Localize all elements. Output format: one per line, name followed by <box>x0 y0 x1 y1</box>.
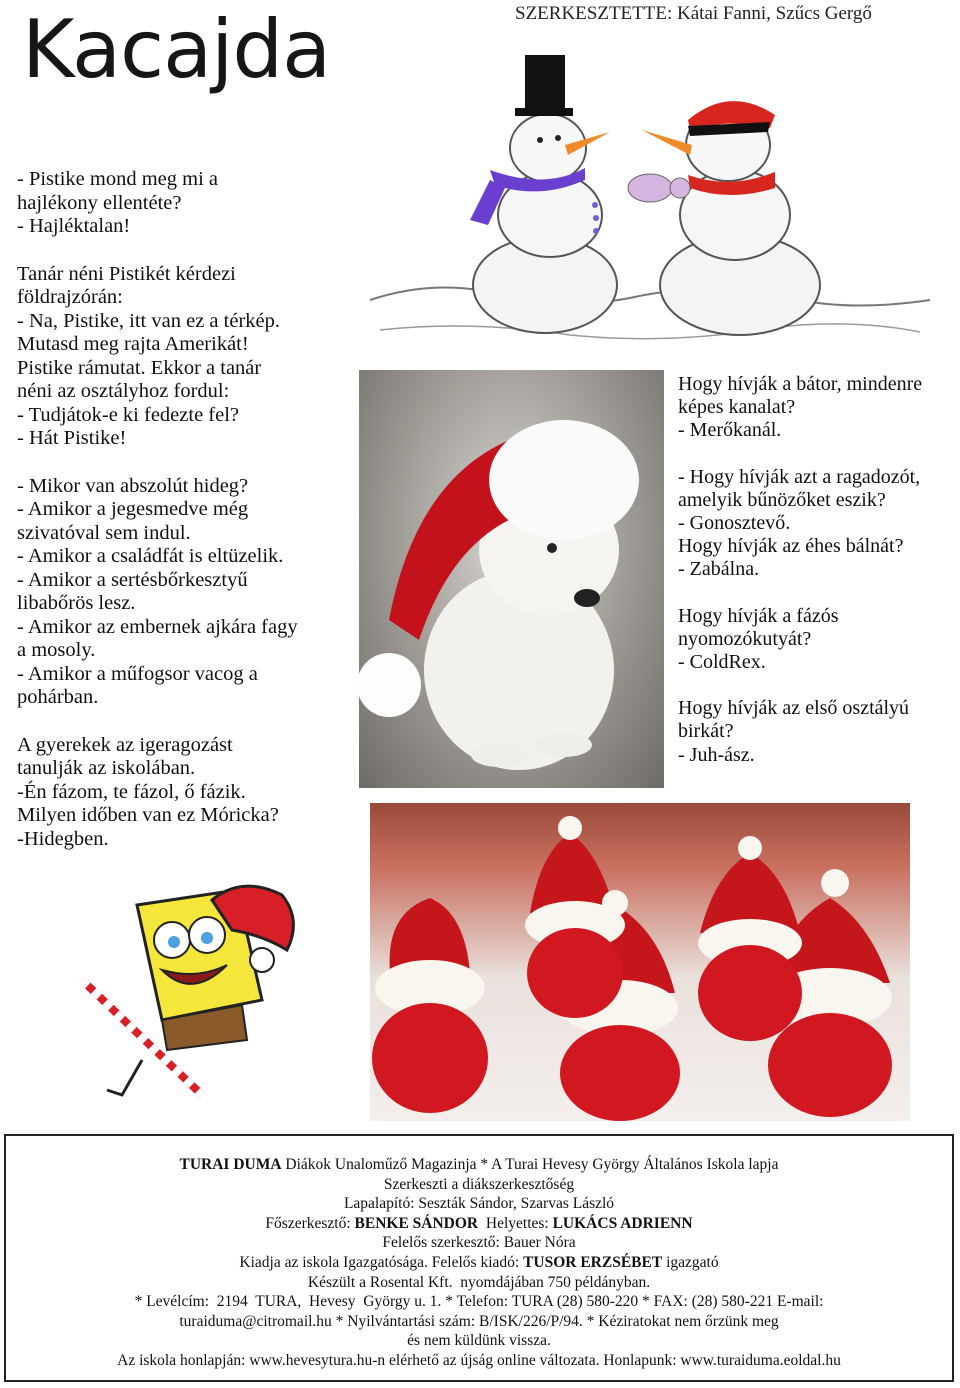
strawberry-santas-photo <box>370 803 910 1121</box>
joke-hajlektalan: - Pistike mond meg mi a hajlékony ellentéte? - Hajléktalan! <box>17 168 218 237</box>
spongebob-illustration <box>62 880 302 1110</box>
joke-juhasz: Hogy hívják az első osztályú birkát? - Juh-ász. <box>678 697 910 766</box>
page-title: Kacajda <box>22 3 331 96</box>
joke-amerika: Tanár néni Pistikét kérdezi földrajzórán: - Na, Pistike, itt van ez a térkép. Mutasd meg rajta Amerikát! Pistike rámutat. Ekkor a tanár néni az osztályhoz fordul: - Tudjátok-e ki fedezte fel? - Hát Pistike! <box>17 262 280 449</box>
puppy-santa-hat-photo <box>359 370 664 788</box>
imprint-box <box>4 1134 954 1382</box>
editors-line: SZERKESZTETTE: Kátai Fanni, Szűcs Gergő <box>515 3 872 24</box>
imprint-line-5: Felelős szerkesztő: Bauer Nóra <box>382 1234 576 1252</box>
joke-merokanal: Hogy hívják a bátor, mindenre képes kanalat? - Merőkanál. <box>678 373 923 442</box>
imprint-line-6: Kiadja az iskola Igazgatósága. Felelős kiadó: TUSOR ERZSÉBET igazgató <box>239 1253 719 1271</box>
imprint-line-11: Az iskola honlapján: www.hevesytura.hu-n elérhető az újság online változata. Honlapunk: www.turaiduma.eoldal.hu <box>117 1351 841 1369</box>
joke-abszolut-hideg: - Mikor van abszolút hideg? - Amikor a jegesmedve még szivatóval sem indul. - Amikor a családfát is eltüzelik. - Amikor a sertésbőrkesztyű libabőrös lesz. - Amikor az embernek ajkára fagy a mosoly. - Amikor a műfogsor vacog a pohárban. <box>17 474 298 708</box>
joke-gonosztevo: - Hogy hívják azt a ragadozót, amelyik bűnözőket eszik? - Gonosztevő. Hogy hívják az éhes bálnát? - Zabálna. <box>678 465 921 581</box>
right-jokes-column <box>678 373 922 767</box>
joke-coldrex: Hogy hívják a fázós nyomozókutyát? - ColdRex. <box>678 604 839 674</box>
imprint-line-3: Lapalapító: Seszták Sándor, Szarvas László <box>343 1195 615 1213</box>
imprint-line-2: Szerkeszti a diákszerkesztőség <box>383 1175 575 1193</box>
snowmen-illustration <box>370 30 930 360</box>
imprint-line-4: Főszerkesztő: BENKE SÁNDOR Helyettes: LUKÁCS ADRIENN <box>265 1214 693 1232</box>
imprint-line-9: turaiduma@citromail.hu * Nyilvántartási szám: B/ISK/226/P/94. * Kéziratokat nem őrzünk meg <box>179 1312 779 1330</box>
left-jokes-column <box>17 168 298 875</box>
imprint-line-7: Készült a Rosental Kft. nyomdájában 750 példányban. <box>307 1273 651 1291</box>
imprint-line-1: TURAI DUMA Diákok Unaloműző Magazinja * A Turai Hevesy György Általános Iskola lapja <box>179 1156 779 1173</box>
imprint-line-10: és nem küldünk vissza. <box>407 1332 551 1350</box>
imprint-line-8: * Levélcím: 2194 TURA, Hevesy György u. 1. * Telefon: TURA (28) 580-220 * FAX: (28) 580-221 E-mail: <box>134 1293 824 1311</box>
joke-igeragozas: A gyerekek az igeragozást tanulják az iskolában. -Én fázom, te fázol, ő fázik. Milyen időben van ez Móricka? -Hidegben. <box>17 733 279 850</box>
